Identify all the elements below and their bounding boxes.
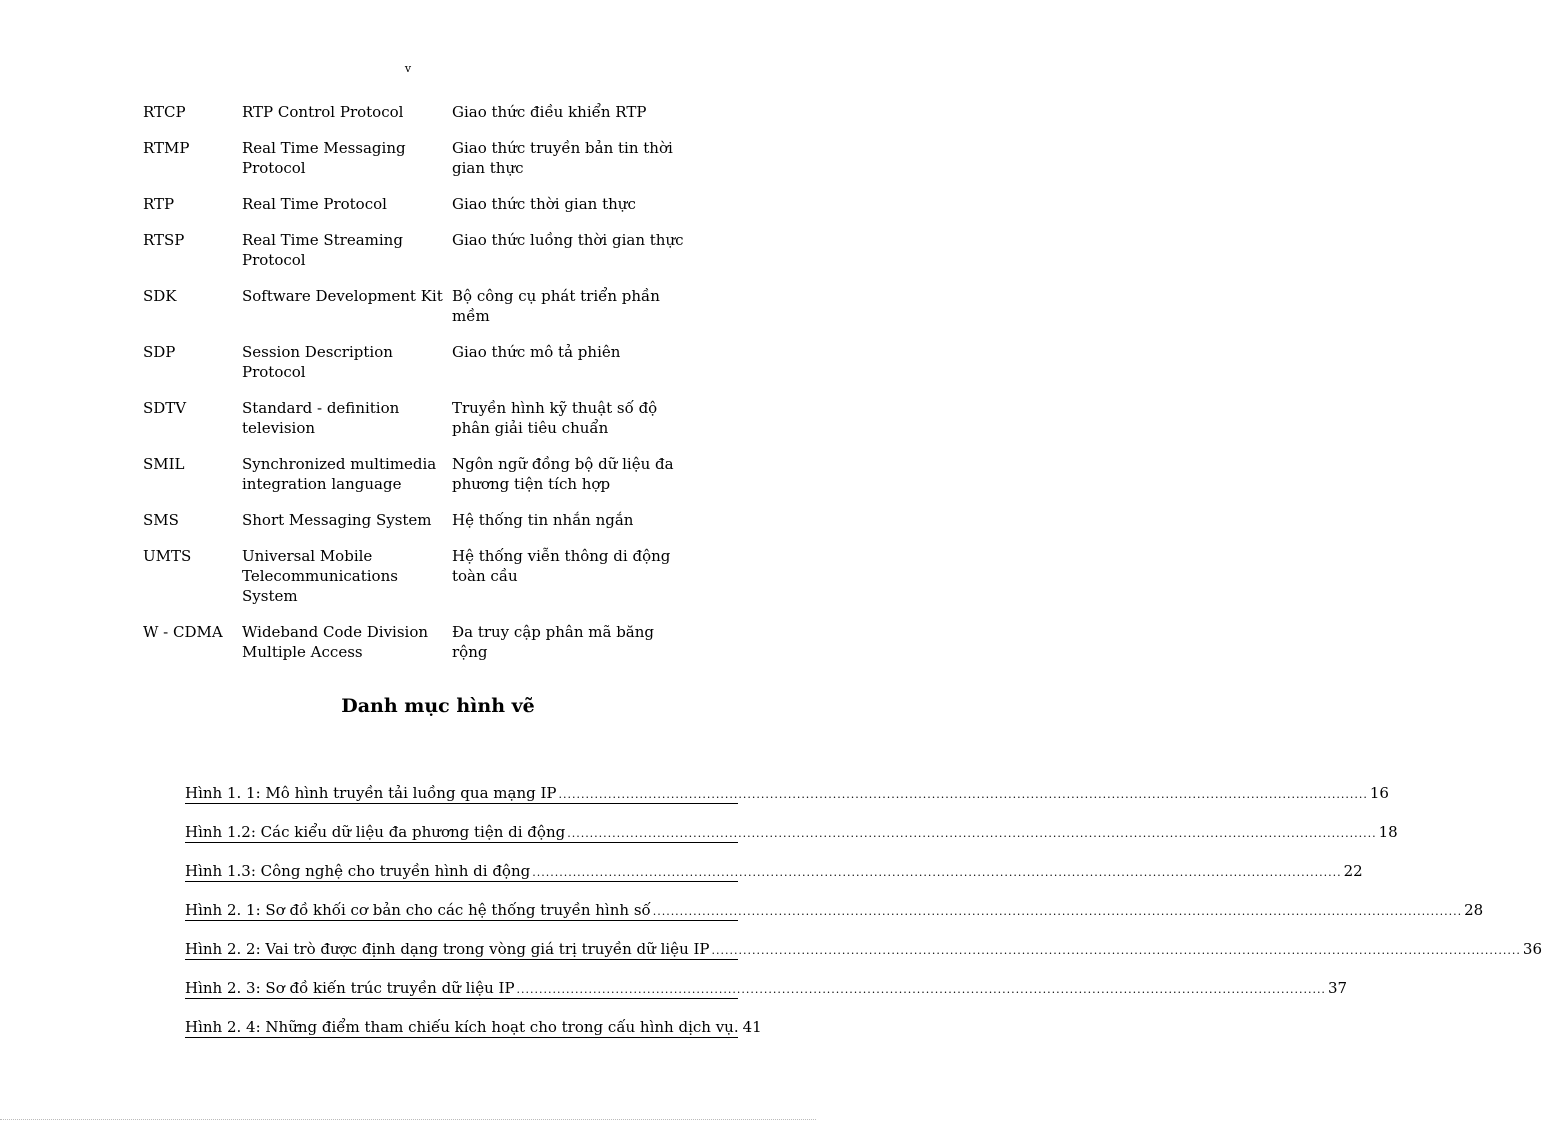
figure-entry[interactable]: [185, 823, 1398, 843]
abbreviation-row: [143, 194, 703, 214]
page-number: v: [404, 62, 412, 75]
abbreviation-row: [143, 398, 703, 438]
abbreviation-row: [143, 622, 703, 662]
figure-entry[interactable]: [185, 901, 1484, 921]
vietnamese-term: Giao thức thời gian thực: [452, 195, 636, 213]
figure-page: 36: [1522, 940, 1542, 958]
abbreviation-row: [143, 286, 703, 326]
figures-section-title: Danh mục hình vẽ: [341, 695, 535, 717]
vietnamese-term: Giao thức điều khiển RTP: [452, 103, 647, 121]
abbreviation-row: [143, 230, 703, 270]
english-term: Synchronized multimedia integration language: [242, 455, 437, 493]
abbreviation: RTP: [143, 195, 175, 213]
figure-title: Hình 1.3: Công nghệ cho truyền hình di động: [185, 862, 531, 880]
figure-page: 22: [1343, 862, 1363, 880]
figure-entry[interactable]: [185, 979, 1348, 999]
leader-dots: [653, 902, 1462, 921]
english-term: Software Development Kit: [242, 287, 443, 305]
figure-list: [185, 784, 1542, 1057]
figure-title: Hình 2. 1: Sơ đồ khối cơ bản cho các hệ thống truyền hình số: [185, 901, 651, 919]
figure-entry[interactable]: [185, 862, 1363, 882]
abbreviation: SMS: [143, 511, 179, 529]
figure-title: Hình 1.2: Các kiểu dữ liệu đa phương tiện di động: [185, 823, 566, 841]
leader-dots: [559, 785, 1368, 804]
abbreviation: UMTS: [143, 547, 192, 565]
english-term: Real Time Messaging Protocol: [242, 139, 406, 177]
abbreviation-table: [143, 102, 703, 678]
vietnamese-term: Giao thức mô tả phiên: [452, 343, 621, 361]
abbreviation: W - CDMA: [143, 623, 223, 641]
vietnamese-term: Truyền hình kỹ thuật số độ phân giải tiêu chuẩn: [452, 399, 658, 437]
vietnamese-term: Hệ thống viễn thông di động toàn cầu: [452, 547, 671, 585]
abbreviation-row: [143, 454, 703, 494]
figure-entry[interactable]: [185, 784, 1389, 804]
abbreviation: RTSP: [143, 231, 185, 249]
english-term: Real Time Streaming Protocol: [242, 231, 403, 269]
abbreviation: SDK: [143, 287, 177, 305]
figure-entry[interactable]: [185, 940, 1542, 960]
figure-page: 28: [1464, 901, 1484, 919]
figure-title: Hình 2. 4: Những điểm tham chiếu kích hoạt cho trong cấu hình dịch vụ.: [185, 1018, 739, 1036]
english-term: Universal Mobile Telecommunications System: [242, 547, 398, 605]
figure-entry[interactable]: [185, 1018, 762, 1038]
english-term: Standard - definition television: [242, 399, 400, 437]
abbreviation: RTMP: [143, 139, 190, 157]
leader-dots: [532, 863, 1341, 882]
abbreviation: SDTV: [143, 399, 187, 417]
leader-dots: [517, 980, 1326, 999]
figure-page: 16: [1369, 784, 1389, 802]
english-term: Short Messaging System: [242, 511, 432, 529]
page-bottom-rule: [0, 1119, 816, 1120]
abbreviation-row: [143, 546, 703, 606]
english-term: Real Time Protocol: [242, 195, 387, 213]
vietnamese-term: Giao thức luồng thời gian thực: [452, 231, 684, 249]
abbreviation-row: [143, 102, 703, 122]
english-term: RTP Control Protocol: [242, 103, 404, 121]
figure-title: Hình 1. 1: Mô hình truyền tải luồng qua mạng IP: [185, 784, 557, 802]
vietnamese-term: Ngôn ngữ đồng bộ dữ liệu đa phương tiện tích hợp: [452, 455, 674, 493]
leader-dots: [567, 824, 1376, 843]
figure-title: Hình 2. 3: Sơ đồ kiến trúc truyền dữ liệu IP: [185, 979, 515, 997]
abbreviation-row: [143, 342, 703, 382]
english-term: Session Description Protocol: [242, 343, 393, 381]
vietnamese-term: Hệ thống tin nhắn ngắn: [452, 511, 634, 529]
abbreviation: SDP: [143, 343, 176, 361]
english-term: Wideband Code Division Multiple Access: [242, 623, 429, 661]
figure-page: 41: [742, 1018, 762, 1036]
figure-page: 37: [1327, 979, 1348, 997]
leader-dots: [712, 941, 1521, 960]
abbreviation: SMIL: [143, 455, 185, 473]
vietnamese-term: Bộ công cụ phát triển phần mềm: [452, 287, 660, 325]
vietnamese-term: Đa truy cập phân mã băng rộng: [452, 623, 655, 661]
abbreviation-row: [143, 510, 703, 530]
abbreviation: RTCP: [143, 103, 186, 121]
figure-title: Hình 2. 2: Vai trò được định dạng trong vòng giá trị truyền dữ liệu IP: [185, 940, 710, 958]
vietnamese-term: Giao thức truyền bản tin thời gian thực: [452, 139, 673, 177]
figure-page: 18: [1378, 823, 1398, 841]
abbreviation-row: [143, 138, 703, 178]
